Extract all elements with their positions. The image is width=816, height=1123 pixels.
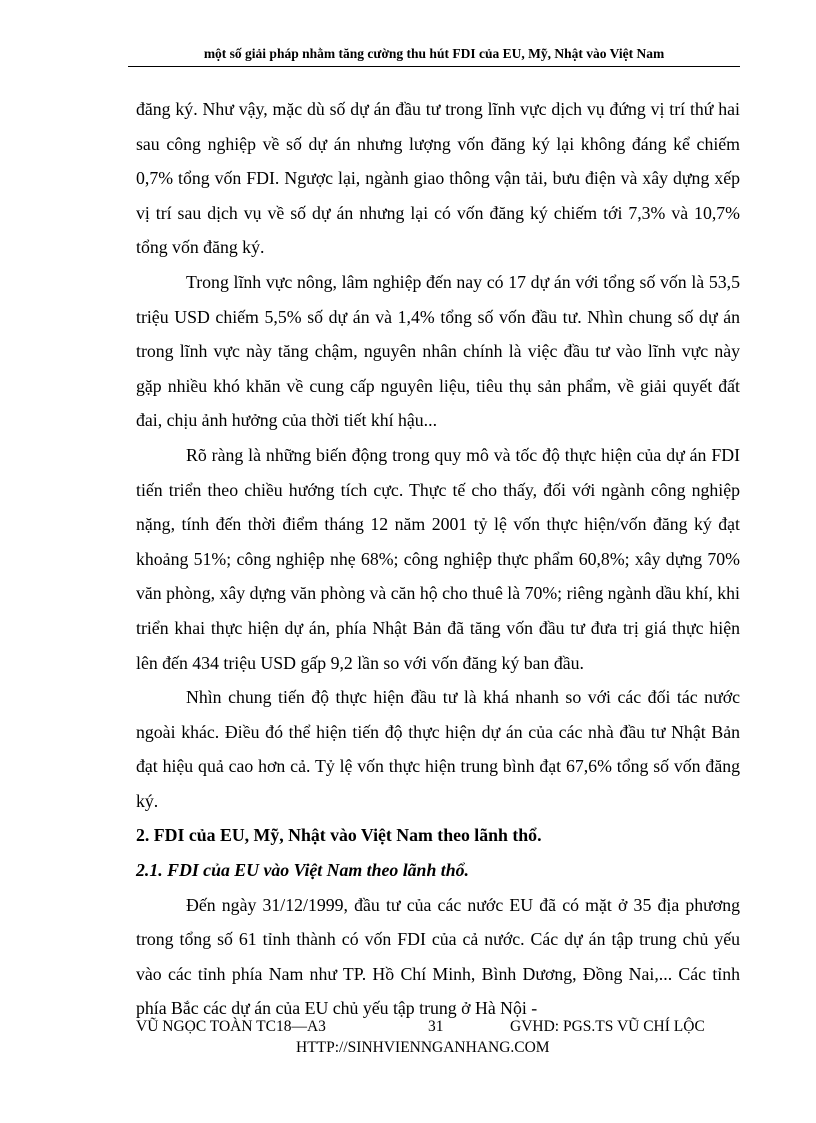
section-heading: 2. FDI của EU, Mỹ, Nhật vào Việt Nam theo lãnh thổ. xyxy=(136,825,542,846)
paragraph: Trong lĩnh vực nông, lâm nghiệp đến nay có 17 dự án với tổng số vốn là 53,5 triệu USD chiếm 5,5% số dự án và 1,4% tổng số vốn đầu tư. Nhìn chung số dự án trong lĩnh vực này tăng chậm, nguyên nhân chính là việc đầu tư vào lĩnh vực này gặp nhiều khó khăn về cung cấp nguyên liệu, tiêu thụ sản phẩm, về giải quyết đất đai, chịu ảnh hưởng của thời tiết khí hậu... xyxy=(136,271,740,431)
footer-advisor: GVHD: PGS.TS VŨ CHÍ LỘC xyxy=(510,1018,705,1035)
paragraph: Đến ngày 31/12/1999, đầu tư của các nước EU đã có mặt ở 35 địa phương trong tổng số 61 tỉnh thành có vốn FDI của cả nước. Các dự án tập trung chủ yếu vào các tỉnh phía Nam như TP. Hồ Chí Minh, Bình Dương, Đồng Nai,... Các tỉnh phía Bắc các dự án của EU chủ yếu tập trung ở Hà Nội - xyxy=(136,894,740,1019)
paragraph: Nhìn chung tiến độ thực hiện đầu tư là khá nhanh so với các đối tác nước ngoài khác. Điều đó thể hiện tiến độ thực hiện dự án của các nhà đầu tư Nhật Bản đạt hiệu quả cao hơn cả. Tỷ lệ vốn thực hiện trung bình đạt 67,6% tổng số vốn đăng ký. xyxy=(136,687,740,811)
paragraph: đăng ký. Như vậy, mặc dù số dự án đầu tư trong lĩnh vực dịch vụ đứng vị trí thứ hai sau công nghiệp về số dự án nhưng lượng vốn đăng ký lại không đáng kể chiếm 0,7% tổng vốn FDI. Ngược lại, ngành giao thông vận tải, bưu điện và xây dựng xếp vị trí sau dịch vụ về số dự án nhưng lại có vốn đăng ký chiếm tới 7,3% và 10,7% tổng vốn đăng ký. xyxy=(136,99,740,258)
page-number: 31 xyxy=(428,1018,444,1035)
footer-url: HTTP://SINHVIENNGANHANG.COM xyxy=(296,1039,550,1056)
document-body xyxy=(136,92,740,1026)
subsection-heading: 2.1. FDI của EU vào Việt Nam theo lãnh thổ. xyxy=(136,860,469,881)
footer-author: VŨ NGỌC TOÀN TC18—A3 xyxy=(136,1018,326,1035)
paragraph: Rõ ràng là những biến động trong quy mô và tốc độ thực hiện của dự án FDI tiến triển theo chiều hướng tích cực. Thực tế cho thấy, đối với ngành công nghiệp nặng, tính đến thời điểm tháng 12 năm 2001 tỷ lệ vốn thực hiện/vốn đăng ký đạt khoảng 51%; công nghiệp nhẹ 68%; công nghiệp thực phẩm 60,8%; xây dựng 70% văn phòng, xây dựng văn phòng và căn hộ cho thuê là 70%; riêng ngành dầu khí, khi triển khai thực hiện dự án, phía Nhật Bản đã tăng vốn đầu tư đưa trị giá thực hiện lên đến 434 triệu USD gấp 9,2 lần so với vốn đăng ký ban đầu. xyxy=(136,444,740,673)
running-header: một số giải pháp nhằm tăng cường thu hút FDI của EU, Mỹ, Nhật vào Việt Nam xyxy=(128,46,740,67)
